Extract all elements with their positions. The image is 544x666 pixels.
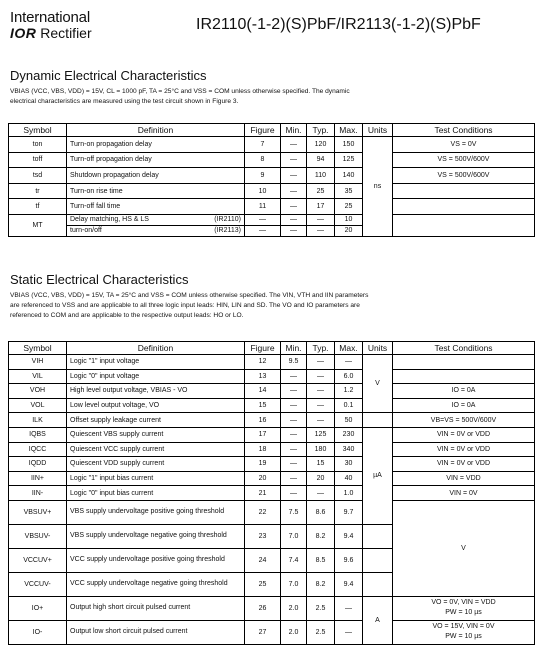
- row-symbol: tf: [9, 199, 67, 215]
- row-min: —: [281, 471, 307, 486]
- row-figure: 15: [245, 398, 281, 413]
- row-min: —: [281, 168, 307, 184]
- row-definition: Offset supply leakage current: [67, 413, 245, 428]
- static-note-2: are referenced to VSS and are applicable to all three logic input leads: HIN, LIN and SD. The VO and IO parameters are: [10, 302, 360, 309]
- row-max: 25: [335, 199, 363, 215]
- static-note-3: referenced to COM and are applicable to the respective output leads: HO or LO.: [10, 312, 244, 319]
- row-test-conditions: [363, 524, 393, 548]
- row-min: —: [281, 152, 307, 168]
- row-typ: 125: [307, 427, 335, 442]
- row-min: —: [281, 225, 307, 236]
- row-typ: —: [307, 398, 335, 413]
- row-symbol: toff: [9, 152, 67, 168]
- row-typ: —: [307, 214, 335, 225]
- row-symbol: IQCC: [9, 442, 67, 457]
- column-header: Symbol: [9, 342, 67, 355]
- table-row: [9, 152, 535, 168]
- row-definition: VCC supply undervoltage negative going threshold: [67, 572, 245, 596]
- row-max: 1.0: [335, 486, 363, 501]
- table-row: [9, 471, 535, 486]
- row-definition: Low level output voltage, VO: [67, 398, 245, 413]
- row-definition: Quiescent VCC supply current: [67, 442, 245, 457]
- row-min: —: [281, 183, 307, 199]
- row-max: 230: [335, 427, 363, 442]
- column-header: Typ.: [307, 342, 335, 355]
- row-typ: 25: [307, 183, 335, 199]
- static-note-1: VBIAS (VCC, VBS, VDD) = 15V, TA = 25°C and VSS = COM unless otherwise specified. The VIN, VTH and IIN parameters: [10, 292, 369, 299]
- condition-line-1: VO = 0V, VIN = VDD: [431, 599, 496, 607]
- row-definition: Logic "1" input voltage: [67, 355, 245, 370]
- row-definition: [67, 214, 245, 225]
- row-test-conditions: VIN = 0V or VDD: [393, 427, 535, 442]
- row-min: 9.5: [281, 355, 307, 370]
- row-min: 7.0: [281, 524, 307, 548]
- row-min: —: [281, 486, 307, 501]
- row-symbol: IO+: [9, 596, 67, 620]
- row-definition: Turn-on propagation delay: [67, 137, 245, 153]
- table-row: [9, 442, 535, 457]
- row-max: —: [335, 596, 363, 620]
- table-row: [9, 183, 535, 199]
- row-min: 7.0: [281, 572, 307, 596]
- row-definition: VBS supply undervoltage negative going threshold: [67, 524, 245, 548]
- row-max: 50: [335, 413, 363, 428]
- row-symbol: IQBS: [9, 427, 67, 442]
- column-header: Test Conditions: [393, 124, 535, 137]
- row-symbol: VIH: [9, 355, 67, 370]
- row-test-conditions: VIN = 0V: [393, 486, 535, 501]
- row-max: 6.0: [335, 369, 363, 384]
- logo-company-name: International: [10, 9, 90, 26]
- row-definition: Shutdown propagation delay: [67, 168, 245, 184]
- row-figure: 26: [245, 596, 281, 620]
- row-definition: VCC supply undervoltage positive going threshold: [67, 548, 245, 572]
- row-symbol: VIL: [9, 369, 67, 384]
- table-row: [9, 355, 535, 370]
- row-max: 9.6: [335, 548, 363, 572]
- row-figure: 12: [245, 355, 281, 370]
- row-figure: 22: [245, 500, 281, 524]
- row-test-conditions: [393, 596, 535, 620]
- row-test-conditions: VIN = 0V or VDD: [393, 457, 535, 472]
- row-symbol: IO-: [9, 620, 67, 644]
- row-symbol: VCCUV+: [9, 548, 67, 572]
- logo-ior-mark: IOR: [10, 25, 37, 41]
- row-max: 20: [335, 225, 363, 236]
- table-row: [9, 168, 535, 184]
- row-figure: 9: [245, 168, 281, 184]
- row-definition: [67, 225, 245, 236]
- definition-text: turn-on/off: [70, 227, 102, 235]
- column-header: Min.: [281, 342, 307, 355]
- row-min: —: [281, 457, 307, 472]
- row-min: —: [281, 427, 307, 442]
- condition-line-1: VO = 15V, VIN = 0V: [432, 623, 495, 631]
- condition-line-2: PW = 10 µs: [445, 609, 482, 617]
- row-definition: Quiescent VDD supply current: [67, 457, 245, 472]
- row-test-conditions: VB=VS = 500V/600V: [393, 413, 535, 428]
- row-symbol: tr: [9, 183, 67, 199]
- row-figure: 16: [245, 413, 281, 428]
- table-row: [9, 384, 535, 399]
- row-figure: 11: [245, 199, 281, 215]
- row-figure: 23: [245, 524, 281, 548]
- row-figure: —: [245, 225, 281, 236]
- column-header: Max.: [335, 342, 363, 355]
- row-figure: 18: [245, 442, 281, 457]
- row-symbol: VOL: [9, 398, 67, 413]
- static-table: [8, 341, 535, 645]
- row-test-conditions: VIN = 0V or VDD: [393, 442, 535, 457]
- row-max: 35: [335, 183, 363, 199]
- row-typ: 8.5: [307, 548, 335, 572]
- row-typ: —: [307, 355, 335, 370]
- row-typ: 180: [307, 442, 335, 457]
- row-max: —: [335, 620, 363, 644]
- row-figure: 25: [245, 572, 281, 596]
- column-header: Units: [363, 342, 393, 355]
- row-min: —: [281, 199, 307, 215]
- row-test-conditions: [393, 214, 535, 236]
- dynamic-note-1: VBIAS (VCC, VBS, VDD) = 15V, CL = 1000 pF, TA = 25°C and VSS = COM unless otherwise specified. The dynamic: [10, 88, 350, 95]
- row-symbol: MT: [9, 214, 67, 236]
- row-symbol: VBSUV-: [9, 524, 67, 548]
- row-definition: Output high short circuit pulsed current: [67, 596, 245, 620]
- row-test-conditions: VS = 0V: [393, 137, 535, 153]
- column-header: Definition: [67, 342, 245, 355]
- row-figure: 19: [245, 457, 281, 472]
- row-typ: 8.2: [307, 524, 335, 548]
- table-row: [9, 486, 535, 501]
- row-definition: Logic "1" input bias current: [67, 471, 245, 486]
- row-definition: Logic "0" input voltage: [67, 369, 245, 384]
- row-max: 150: [335, 137, 363, 153]
- row-figure: 21: [245, 486, 281, 501]
- row-min: —: [281, 442, 307, 457]
- dynamic-table: [8, 123, 535, 237]
- static-table-header: [9, 342, 535, 355]
- row-definition: Quiescent VBS supply current: [67, 427, 245, 442]
- condition-line-2: PW = 10 µs: [445, 633, 482, 641]
- row-min: —: [281, 137, 307, 153]
- column-header: Min.: [281, 124, 307, 137]
- row-definition: VBS supply undervoltage positive going threshold: [67, 500, 245, 524]
- column-header: Typ.: [307, 124, 335, 137]
- table-row: [9, 620, 535, 644]
- row-typ: 110: [307, 168, 335, 184]
- definition-text: Delay matching, HS & LS: [70, 216, 149, 224]
- table-row: [9, 137, 535, 153]
- table-row: [9, 214, 535, 225]
- row-max: 340: [335, 442, 363, 457]
- dynamic-table-header: [9, 124, 535, 137]
- row-figure: 27: [245, 620, 281, 644]
- row-test-conditions: IO = 0A: [393, 384, 535, 399]
- row-definition: Logic "0" input bias current: [67, 486, 245, 501]
- row-typ: 8.6: [307, 500, 335, 524]
- row-definition: Turn-on rise time: [67, 183, 245, 199]
- row-min: —: [281, 214, 307, 225]
- row-test-conditions: [393, 355, 535, 370]
- row-typ: 8.2: [307, 572, 335, 596]
- row-symbol: VOH: [9, 384, 67, 399]
- row-test-conditions: VS = 500V/600V: [393, 168, 535, 184]
- row-symbol: ton: [9, 137, 67, 153]
- column-header: Figure: [245, 342, 281, 355]
- row-figure: —: [245, 214, 281, 225]
- row-symbol: IIN+: [9, 471, 67, 486]
- row-symbol: tsd: [9, 168, 67, 184]
- row-test-conditions: [363, 548, 393, 572]
- units-cell: ns: [363, 137, 393, 237]
- logo-rectifier-text: Rectifier: [40, 25, 92, 41]
- row-max: 9.4: [335, 572, 363, 596]
- table-row: [9, 199, 535, 215]
- row-definition: Output low short circuit pulsed current: [67, 620, 245, 644]
- row-test-conditions: IO = 0A: [393, 398, 535, 413]
- row-max: 125: [335, 152, 363, 168]
- row-figure: 13: [245, 369, 281, 384]
- part-suffix: (IR2113): [214, 227, 241, 235]
- row-definition: High level output voltage, VBIAS - VO: [67, 384, 245, 399]
- table-row: [9, 596, 535, 620]
- row-max: 10: [335, 214, 363, 225]
- row-figure: 20: [245, 471, 281, 486]
- row-max: 9.4: [335, 524, 363, 548]
- row-typ: 120: [307, 137, 335, 153]
- row-min: —: [281, 384, 307, 399]
- part-suffix: (IR2110): [214, 216, 241, 224]
- row-symbol: IIN-: [9, 486, 67, 501]
- document-title: IR2110(-1-2)(S)PbF/IR2113(-1-2)(S)PbF: [196, 16, 481, 33]
- dynamic-note-2: electrical characteristics are measured using the test circuit shown in Figure 3.: [10, 98, 239, 105]
- row-test-conditions: VIN = VDD: [393, 471, 535, 486]
- row-typ: 17: [307, 199, 335, 215]
- column-header: Symbol: [9, 124, 67, 137]
- row-typ: —: [307, 413, 335, 428]
- row-test-conditions: [393, 199, 535, 215]
- row-typ: 94: [307, 152, 335, 168]
- table-row: [9, 427, 535, 442]
- row-typ: 20: [307, 471, 335, 486]
- row-min: —: [281, 369, 307, 384]
- row-max: 30: [335, 457, 363, 472]
- column-header: Max.: [335, 124, 363, 137]
- row-typ: —: [307, 225, 335, 236]
- row-typ: —: [307, 369, 335, 384]
- row-figure: 7: [245, 137, 281, 153]
- row-max: 0.1: [335, 398, 363, 413]
- row-max: 40: [335, 471, 363, 486]
- row-min: —: [281, 413, 307, 428]
- column-header: Test Conditions: [393, 342, 535, 355]
- row-typ: 15: [307, 457, 335, 472]
- table-row: [9, 369, 535, 384]
- dynamic-heading: Dynamic Electrical Characteristics: [10, 68, 207, 83]
- row-definition: Turn-off fall time: [67, 199, 245, 215]
- row-test-conditions: [393, 369, 535, 384]
- units-cell: µA: [363, 427, 393, 524]
- row-max: 140: [335, 168, 363, 184]
- row-test-conditions: [393, 183, 535, 199]
- table-row: [9, 398, 535, 413]
- row-test-conditions: VS = 500V/600V: [393, 152, 535, 168]
- row-figure: 14: [245, 384, 281, 399]
- row-definition: Turn-off propagation delay: [67, 152, 245, 168]
- row-figure: 8: [245, 152, 281, 168]
- row-min: 7.5: [281, 500, 307, 524]
- units-cell: V: [363, 355, 393, 413]
- row-typ: —: [307, 486, 335, 501]
- row-min: 2.0: [281, 620, 307, 644]
- table-row: [9, 413, 535, 428]
- row-figure: 10: [245, 183, 281, 199]
- row-figure: 17: [245, 427, 281, 442]
- row-test-conditions: [393, 620, 535, 644]
- units-cell: A: [363, 596, 393, 644]
- logo-rectifier: [10, 25, 92, 41]
- column-header: Figure: [245, 124, 281, 137]
- row-symbol: VBSUV+: [9, 500, 67, 524]
- row-test-conditions: [363, 572, 393, 596]
- table-row: [9, 457, 535, 472]
- row-symbol: ILK: [9, 413, 67, 428]
- row-min: 2.0: [281, 596, 307, 620]
- units-cell: V: [393, 500, 535, 596]
- column-header: Definition: [67, 124, 245, 137]
- row-min: 7.4: [281, 548, 307, 572]
- row-typ: 2.5: [307, 596, 335, 620]
- column-header: Units: [363, 124, 393, 137]
- row-max: 1.2: [335, 384, 363, 399]
- row-symbol: VCCUV-: [9, 572, 67, 596]
- row-typ: —: [307, 384, 335, 399]
- static-heading: Static Electrical Characteristics: [10, 272, 189, 287]
- row-symbol: IQDD: [9, 457, 67, 472]
- row-figure: 24: [245, 548, 281, 572]
- row-min: —: [281, 398, 307, 413]
- row-max: 9.7: [335, 500, 363, 524]
- row-max: —: [335, 355, 363, 370]
- units-cell: [363, 413, 393, 428]
- table-row: [9, 500, 535, 524]
- row-typ: 2.5: [307, 620, 335, 644]
